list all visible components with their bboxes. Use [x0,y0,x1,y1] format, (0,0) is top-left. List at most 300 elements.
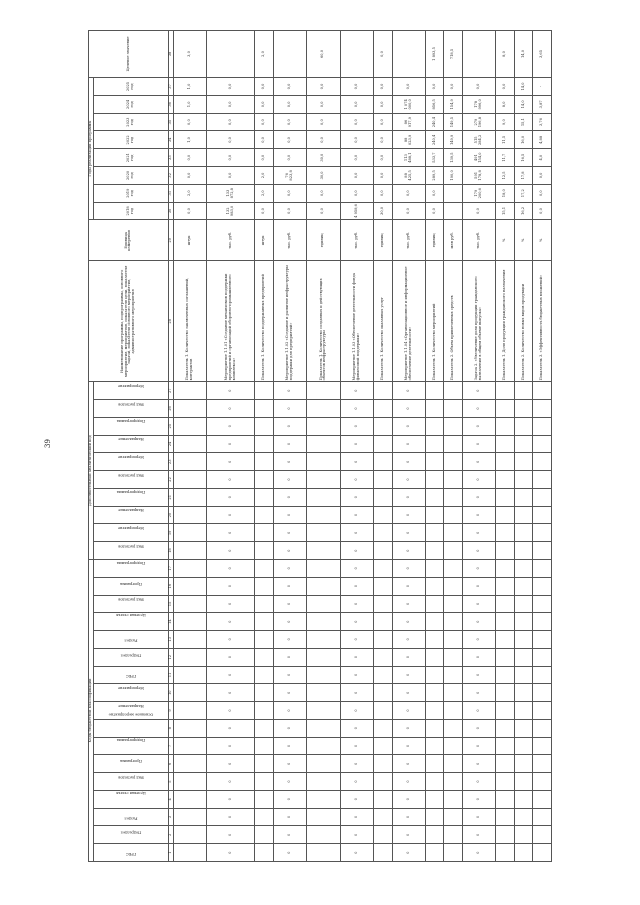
code-column-label [93,382,168,400]
row-name: Мероприятие 1.1.02 «Создание и развитие инфраструктуры поддержки для предприятий» [273,261,306,382]
code-cell: 0 [392,435,425,453]
target-column-header: Целевое значение [89,31,169,78]
year-value: 2,0 [255,167,274,185]
code-cell [373,737,392,755]
code-cell [425,559,444,577]
code-cell: 0 [392,506,425,524]
budget-codes-header: Коды бюджетной классификации [89,559,94,861]
column-number: 1 [168,844,173,862]
code-cell [255,453,274,471]
column-number: 37 [168,78,173,96]
code-cell: 0 [462,506,495,524]
code-cell [496,417,515,435]
code-cell: 0 [392,719,425,737]
code-cell [514,488,533,506]
code-cell [444,382,463,400]
code-cell: 0 [462,808,495,826]
code-cell [373,400,392,418]
code-cell [496,524,515,542]
code-cell [307,631,340,649]
code-cell [533,382,552,400]
year-value: 0,0 [207,149,255,167]
code-column-label-text: Мероприятие [117,686,145,691]
code-cell [307,666,340,684]
code-cell: 0 [462,790,495,808]
year-header: 2018 год [93,202,168,220]
row-unit: штук [255,220,274,261]
year-value: 0,0 [255,202,274,220]
code-cell [533,417,552,435]
row-unit: млн руб. [444,220,463,261]
year-value: 88 023,9 [392,131,425,149]
code-cell [444,844,463,862]
year-value: 0,0 [392,78,425,96]
code-cell [173,719,206,737]
code-cell [425,773,444,791]
column-number: 3 [168,808,173,826]
code-cell [425,542,444,560]
code-cell [373,382,392,400]
code-column-label-text: Направление [118,704,144,709]
year-value: 279 196,8 [462,113,495,131]
code-cell [255,559,274,577]
target-value [273,31,306,78]
row-name: Мероприятие 1.1.03 «Обеспечение деятельности фонда финансовой поддержки» [340,261,373,382]
year-value: 14,0 [514,95,533,113]
year-value: 0,0 [462,78,495,96]
code-cell [444,577,463,595]
code-cell: 0 [392,577,425,595]
code-cell [173,524,206,542]
year-value: 149,9 [444,131,463,149]
year-value: 1,0 [173,78,206,96]
year-value: 0,0 [307,113,340,131]
code-cell: 0 [207,826,255,844]
code-cell [307,755,340,773]
code-cell: 0 [207,559,255,577]
code-cell [496,631,515,649]
code-cell: 0 [273,595,306,613]
code-cell [373,631,392,649]
code-cell [255,542,274,560]
code-cell: 0 [392,542,425,560]
code-cell [373,488,392,506]
code-cell [425,666,444,684]
year-value: 0,0 [373,184,392,202]
year-value: 133 872,8 [207,184,255,202]
code-cell [255,719,274,737]
code-cell [307,648,340,666]
code-cell [533,702,552,720]
year-value: 11,7 [496,149,515,167]
code-cell [496,755,515,773]
code-cell [514,453,533,471]
code-column-label [93,577,168,595]
year-value: 190,0 [444,167,463,185]
table-body [173,31,551,862]
code-cell: 0 [340,400,373,418]
code-cell [425,595,444,613]
code-cell: 0 [462,382,495,400]
year-value: 0,0 [373,113,392,131]
year-value: 0,0 [496,78,515,96]
year-value: 4,88 [533,131,552,149]
code-cell [444,826,463,844]
row-unit: единиц [425,220,444,261]
row-unit: тыс. руб. [207,220,255,261]
code-column-label-text: Раздел [124,816,138,821]
code-cell: 0 [207,808,255,826]
code-cell: 0 [273,559,306,577]
code-cell: 0 [340,826,373,844]
table-row [173,31,206,862]
code-cell [373,666,392,684]
code-column-label [93,790,168,808]
target-value: 718,5 [444,31,463,78]
code-cell [496,773,515,791]
code-cell [307,453,340,471]
year-value: 0,0 [425,202,444,220]
code-cell: 0 [392,773,425,791]
column-number: 36 [168,95,173,113]
table-row [255,31,274,862]
code-column-label-text: Направление [118,437,144,442]
code-cell [444,400,463,418]
code-cell [307,400,340,418]
year-value: 0,0 [340,78,373,96]
code-cell [307,719,340,737]
code-cell [533,755,552,773]
code-column-label [93,453,168,471]
row-unit: % [496,220,515,261]
code-cell [173,666,206,684]
code-cell [533,648,552,666]
code-cell [307,488,340,506]
target-value: 60,0 [307,31,340,78]
column-number: 27 [168,382,173,400]
code-cell [255,488,274,506]
code-cell [533,400,552,418]
code-cell [373,702,392,720]
code-cell [307,471,340,489]
code-cell [533,808,552,826]
code-column-label [93,417,168,435]
year-header: 2023 год [93,113,168,131]
code-cell [496,577,515,595]
code-column-label [93,648,168,666]
code-cell: 0 [392,488,425,506]
year-value: 11,5 [496,131,515,149]
code-cell: 0 [273,613,306,631]
code-cell [496,844,515,862]
code-cell: 0 [462,755,495,773]
code-column-label [93,471,168,489]
code-cell [173,577,206,595]
code-cell: 0 [273,773,306,791]
code-cell [514,613,533,631]
year-value: 12,5 [496,167,515,185]
code-cell: 0 [462,471,495,489]
code-cell: 0 [392,471,425,489]
code-cell [496,559,515,577]
code-cell [514,826,533,844]
code-cell: 0 [462,613,495,631]
code-cell [373,790,392,808]
code-cell [514,702,533,720]
code-cell [255,666,274,684]
code-cell: 0 [273,417,306,435]
year-value: 16,2 [514,202,533,220]
code-cell [514,542,533,560]
column-number: 19 [168,524,173,542]
code-cell [444,488,463,506]
year-value: 0,0 [307,184,340,202]
code-cell: 0 [462,400,495,418]
code-cell [173,790,206,808]
row-unit: тыс. руб. [462,220,495,261]
year-value: 0,0 [307,131,340,149]
table-row [340,31,373,862]
code-cell: 0 [392,826,425,844]
code-cell: 0 [392,417,425,435]
year-value: 0,0 [207,167,255,185]
year-value: 240,4 [425,131,444,149]
code-cell [514,631,533,649]
year-value: 0,0 [425,184,444,202]
year-header: 2020 год [93,167,168,185]
code-cell: 0 [273,844,306,862]
code-cell [444,524,463,542]
code-cell: 0 [207,417,255,435]
code-cell: 0 [462,631,495,649]
code-cell [514,684,533,702]
table-row [425,31,444,862]
code-cell [255,417,274,435]
code-cell [514,790,533,808]
code-cell [307,542,340,560]
code-cell [533,737,552,755]
year-header: 2025 год [93,78,168,96]
code-cell [307,559,340,577]
table-row [373,31,392,862]
unit-column-header: Единица измерения [89,220,169,261]
year-value: 178 996,0 [462,95,495,113]
code-cell [173,506,206,524]
code-cell [444,719,463,737]
page-number: 39 [44,439,52,448]
code-cell [514,666,533,684]
code-cell [444,506,463,524]
code-cell [307,790,340,808]
year-value: 0,0 [207,131,255,149]
code-column-label [93,702,168,720]
code-cell [444,631,463,649]
year-value: 515 284,2 [462,131,495,149]
code-cell: 0 [392,382,425,400]
code-cell [173,684,206,702]
years-header: Годы реализации программы [89,78,94,220]
code-cell [255,790,274,808]
code-cell: 0 [462,684,495,702]
code-cell [173,844,206,862]
code-cell [425,506,444,524]
code-cell [307,577,340,595]
code-cell [307,773,340,791]
code-column-label-text: Вид расходов [118,402,144,407]
year-value: 18,0 [496,184,515,202]
code-cell [533,790,552,808]
year-value: 0,0 [255,149,274,167]
code-cell [425,684,444,702]
table-row [307,31,340,862]
column-number: 14 [168,613,173,631]
code-column-label [93,400,168,418]
code-cell [373,773,392,791]
code-cell: 0 [392,400,425,418]
code-column-label [93,613,168,631]
code-cell: 0 [462,577,495,595]
code-cell [255,524,274,542]
code-cell: 0 [392,684,425,702]
code-cell [255,613,274,631]
target-value: 0,0 [373,31,392,78]
code-cell [533,577,552,595]
year-value: 14,0 [514,78,533,96]
row-unit: штук [173,220,206,261]
code-cell [514,506,533,524]
code-cell: 0 [273,488,306,506]
code-cell [307,613,340,631]
year-value: 0,0 [207,95,255,113]
code-column-label [93,684,168,702]
code-cell: 0 [340,559,373,577]
code-cell: 0 [340,453,373,471]
column-number: 21 [168,488,173,506]
code-cell [307,844,340,862]
code-cell: 0 [462,559,495,577]
code-cell [255,755,274,773]
code-cell [496,506,515,524]
year-value: 1,0 [173,95,206,113]
row-name: Задача 2. «Увеличение доли продукции гражданского назначения в общем объеме выпуска» [462,261,495,382]
code-cell [373,524,392,542]
year-value: 0,0 [255,113,274,131]
year-value: 16,0 [514,131,533,149]
code-cell [425,400,444,418]
code-cell: 0 [392,631,425,649]
year-value: 154,9 [444,95,463,113]
year-value: 0,0 [533,167,552,185]
code-cell [173,826,206,844]
row-name: Показатель 1. Количество поддержанных предприятий [255,261,274,382]
code-cell [514,577,533,595]
year-value: 0,0 [307,202,340,220]
code-cell [425,488,444,506]
code-cell: 0 [340,666,373,684]
code-cell [514,435,533,453]
code-cell [425,613,444,631]
code-cell [496,719,515,737]
year-value: 0,0 [373,95,392,113]
code-cell [173,488,206,506]
row-name: Показатель 1. Количество мероприятий [425,261,444,382]
year-value: 16,5 [514,149,533,167]
column-number: 29 [168,220,173,261]
code-cell: 0 [207,684,255,702]
code-cell [307,737,340,755]
code-cell [496,488,515,506]
code-cell: 0 [207,755,255,773]
code-cell: 0 [207,844,255,862]
code-cell [533,666,552,684]
year-value: 3,76 [533,113,552,131]
code-cell: 0 [392,648,425,666]
code-cell [425,702,444,720]
year-value: 0,0 [173,113,206,131]
code-cell [496,826,515,844]
code-cell: 0 [340,790,373,808]
column-number: 8 [168,719,173,737]
code-cell [444,755,463,773]
year-value: 0,0 [373,131,392,149]
code-cell: 0 [392,808,425,826]
year-value: 86 917,9 [392,113,425,131]
code-cell [425,577,444,595]
code-cell: 0 [340,702,373,720]
column-number: 18 [168,542,173,560]
code-cell: 0 [273,400,306,418]
code-cell: 0 [462,488,495,506]
year-value: - [533,78,552,96]
year-value: 0,0 [273,184,306,202]
year-value: 0,0 [392,202,425,220]
code-cell: 0 [273,790,306,808]
code-column-label-text: Основное мероприятие [108,712,154,717]
code-cell [533,435,552,453]
code-cell [496,702,515,720]
code-cell [425,737,444,755]
code-cell: 0 [207,790,255,808]
code-cell: 0 [273,737,306,755]
code-cell [425,826,444,844]
code-column-label-text: Подраздел [120,830,142,835]
code-column-label [93,524,168,542]
row-name: Показатель 1. Количество созданных и действующих объектов инфраструктуры [307,261,340,382]
year-value: 0,0 [273,149,306,167]
code-cell: 0 [462,844,495,862]
code-cell [533,542,552,560]
code-cell [307,595,340,613]
column-number: 5 [168,773,173,791]
year-value: 856,5 [425,95,444,113]
code-cell [533,773,552,791]
column-number: 38 [168,31,173,78]
code-cell [255,702,274,720]
code-cell: 0 [392,613,425,631]
year-value: 30,0 [373,202,392,220]
code-cell [533,471,552,489]
code-cell [444,808,463,826]
target-value: 1 893,5 [425,31,444,78]
code-cell [444,737,463,755]
code-cell [514,844,533,862]
code-column-label [93,559,168,577]
code-column-label [93,773,168,791]
code-cell [514,559,533,577]
code-cell: 0 [392,755,425,773]
year-value: 4 958,6 [340,202,373,220]
year-value: 88 425,5 [392,167,425,185]
